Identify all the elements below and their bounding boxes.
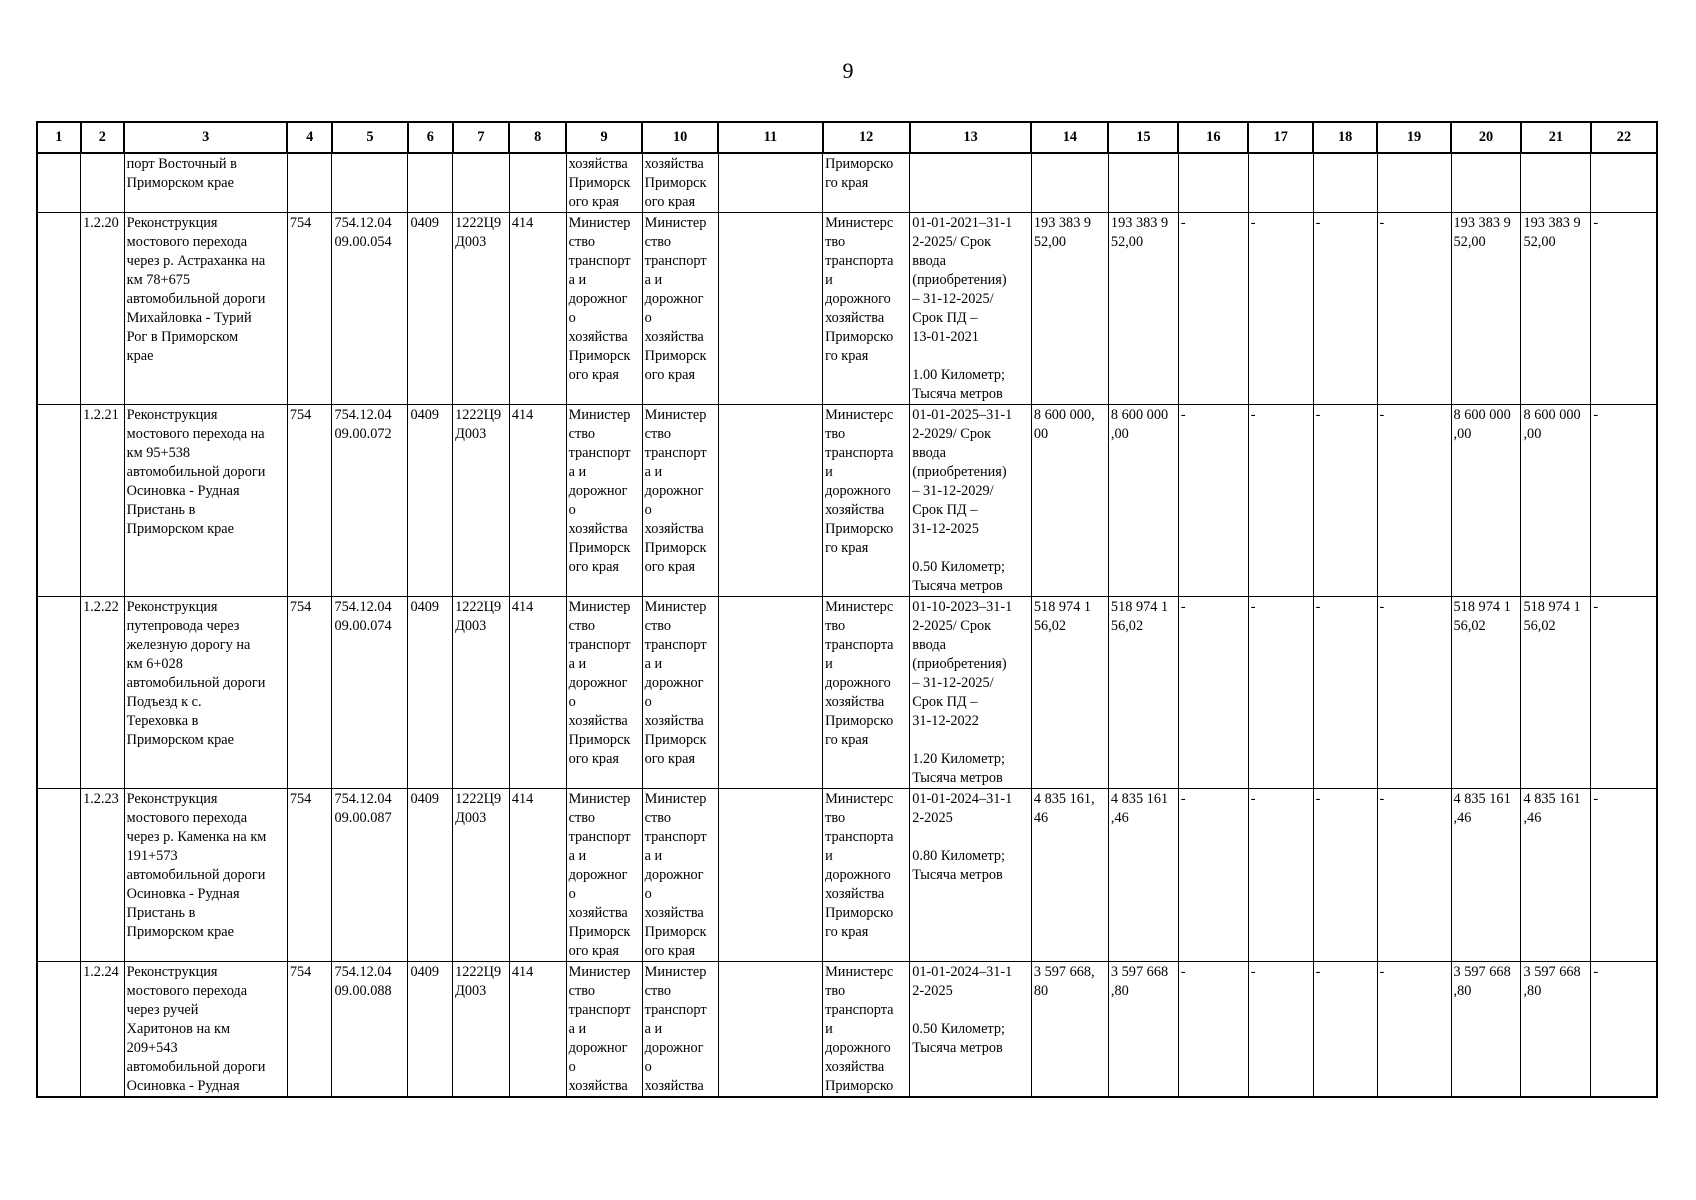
column-header-15: 15 xyxy=(1108,122,1178,153)
table-cell-col-19: - xyxy=(1377,789,1451,962)
data-table xyxy=(36,121,1658,1098)
table-cell-col-19: - xyxy=(1377,213,1451,405)
table-cell-col-2 xyxy=(81,153,125,213)
table-cell-col-21: 4 835 161 ,46 xyxy=(1521,789,1591,962)
table-cell-col-14: 3 597 668, 80 xyxy=(1031,962,1108,1098)
table-cell-col-18: - xyxy=(1313,213,1377,405)
table-cell-col-22: - xyxy=(1591,597,1657,789)
table-cell-col-11 xyxy=(718,213,822,405)
table-cell-col-14 xyxy=(1031,153,1108,213)
table-cell-col-5 xyxy=(332,153,408,213)
table-cell-col-11 xyxy=(718,405,822,597)
table-cell-col-6: 0409 xyxy=(408,213,453,405)
table-cell-col-14: 193 383 9 52,00 xyxy=(1031,213,1108,405)
column-header-21: 21 xyxy=(1521,122,1591,153)
table-cell-col-2: 1.2.24 xyxy=(81,962,125,1098)
table-cell-col-17 xyxy=(1248,153,1313,213)
table-row xyxy=(37,789,1657,962)
table-cell-col-22: - xyxy=(1591,405,1657,597)
table-cell-col-4: 754 xyxy=(287,597,332,789)
column-header-16: 16 xyxy=(1178,122,1248,153)
table-cell-col-16 xyxy=(1178,153,1248,213)
table-cell-col-20: 8 600 000 ,00 xyxy=(1451,405,1521,597)
table-cell-col-9: Министер ство транспорт а и дорожног о хозяйства Приморск ого края xyxy=(566,405,642,597)
table-cell-col-11 xyxy=(718,789,822,962)
table-cell-col-19: - xyxy=(1377,597,1451,789)
table-cell-col-10: Министер ство транспорт а и дорожног о хозяйства Приморск ого края xyxy=(642,213,718,405)
table-row xyxy=(37,962,1657,1098)
table-cell-col-5: 754.12.04 09.00.054 xyxy=(332,213,408,405)
table-cell-col-3: Реконструкция мостового перехода через р. Астраханка на км 78+675 автомобильной дороги Михайловка - Турий Рог в Приморском крае xyxy=(124,213,287,405)
table-cell-col-14: 4 835 161, 46 xyxy=(1031,789,1108,962)
column-header-4: 4 xyxy=(287,122,332,153)
table-cell-col-21 xyxy=(1521,153,1591,213)
table-row xyxy=(37,213,1657,405)
column-header-11: 11 xyxy=(718,122,822,153)
table-cell-col-7: 1222Ц9 Д003 xyxy=(453,405,510,597)
table-cell-col-15: 3 597 668 ,80 xyxy=(1108,962,1178,1098)
table-cell-col-2: 1.2.22 xyxy=(81,597,125,789)
table-cell-col-10: Министер ство транспорт а и дорожног о хозяйства xyxy=(642,962,718,1098)
table-cell-col-18: - xyxy=(1313,962,1377,1098)
table-cell-col-8: 414 xyxy=(509,405,566,597)
table-cell-col-19 xyxy=(1377,153,1451,213)
table-cell-col-18: - xyxy=(1313,405,1377,597)
table-cell-col-19: - xyxy=(1377,962,1451,1098)
table-cell-col-7: 1222Ц9 Д003 xyxy=(453,789,510,962)
table-cell-col-7 xyxy=(453,153,510,213)
table-cell-col-15: 518 974 1 56,02 xyxy=(1108,597,1178,789)
table-cell-col-13: 01-10-2023–31-1 2-2025/ Срок ввода (приобретения) – 31-12-2025/ Срок ПД – 31-12-2022 1.20 Километр; Тысяча метров xyxy=(910,597,1032,789)
table-cell-col-17: - xyxy=(1248,789,1313,962)
column-header-9: 9 xyxy=(566,122,642,153)
table-row xyxy=(37,153,1657,213)
table-row xyxy=(37,405,1657,597)
table-cell-col-4: 754 xyxy=(287,405,332,597)
table-cell-col-1 xyxy=(37,153,81,213)
column-header-5: 5 xyxy=(332,122,408,153)
table-cell-col-22: - xyxy=(1591,962,1657,1098)
table-cell-col-15: 193 383 9 52,00 xyxy=(1108,213,1178,405)
table-row xyxy=(37,597,1657,789)
table-cell-col-3: Реконструкция мостового перехода через ручей Харитонов на км 209+543 автомобильной дороги Осиновка - Рудная xyxy=(124,962,287,1098)
table-cell-col-20: 518 974 1 56,02 xyxy=(1451,597,1521,789)
table-cell-col-20: 4 835 161 ,46 xyxy=(1451,789,1521,962)
column-header-17: 17 xyxy=(1248,122,1313,153)
table-cell-col-17: - xyxy=(1248,405,1313,597)
table-cell-col-13: 01-01-2021–31-1 2-2025/ Срок ввода (приобретения) – 31-12-2025/ Срок ПД – 13-01-2021 1.00 Километр; Тысяча метров xyxy=(910,213,1032,405)
table-cell-col-12: Министерс тво транспорта и дорожного хозяйства Приморско xyxy=(823,962,910,1098)
table-cell-col-15: 8 600 000 ,00 xyxy=(1108,405,1178,597)
table-cell-col-5: 754.12.04 09.00.088 xyxy=(332,962,408,1098)
table-cell-col-7: 1222Ц9 Д003 xyxy=(453,213,510,405)
table-cell-col-19: - xyxy=(1377,405,1451,597)
table-cell-col-2: 1.2.23 xyxy=(81,789,125,962)
table-cell-col-17: - xyxy=(1248,597,1313,789)
column-header-20: 20 xyxy=(1451,122,1521,153)
table-cell-col-13: 01-01-2024–31-1 2-2025 0.80 Километр; Тысяча метров xyxy=(910,789,1032,962)
table-cell-col-16: - xyxy=(1178,789,1248,962)
table-cell-col-18: - xyxy=(1313,597,1377,789)
table-cell-col-17: - xyxy=(1248,213,1313,405)
table-cell-col-11 xyxy=(718,597,822,789)
column-header-13: 13 xyxy=(910,122,1032,153)
table-cell-col-8: 414 xyxy=(509,789,566,962)
table-cell-col-6: 0409 xyxy=(408,405,453,597)
table-cell-col-8 xyxy=(509,153,566,213)
table-cell-col-15 xyxy=(1108,153,1178,213)
column-header-12: 12 xyxy=(823,122,910,153)
table-cell-col-20 xyxy=(1451,153,1521,213)
table-cell-col-10: Министер ство транспорт а и дорожног о хозяйства Приморск ого края xyxy=(642,789,718,962)
table-cell-col-14: 518 974 1 56,02 xyxy=(1031,597,1108,789)
table-cell-col-11 xyxy=(718,153,822,213)
table-cell-col-14: 8 600 000, 00 xyxy=(1031,405,1108,597)
table-cell-col-4: 754 xyxy=(287,962,332,1098)
table-cell-col-8: 414 xyxy=(509,597,566,789)
table-cell-col-11 xyxy=(718,962,822,1098)
table-cell-col-10: Министер ство транспорт а и дорожног о хозяйства Приморск ого края xyxy=(642,405,718,597)
table-cell-col-6: 0409 xyxy=(408,962,453,1098)
table-cell-col-13: 01-01-2024–31-1 2-2025 0.50 Километр; Тысяча метров xyxy=(910,962,1032,1098)
table-cell-col-13 xyxy=(910,153,1032,213)
table-cell-col-22: - xyxy=(1591,789,1657,962)
table-cell-col-10: хозяйства Приморск ого края xyxy=(642,153,718,213)
table-cell-col-8: 414 xyxy=(509,213,566,405)
table-cell-col-4 xyxy=(287,153,332,213)
table-cell-col-9: Министер ство транспорт а и дорожног о хозяйства Приморск ого края xyxy=(566,597,642,789)
table-cell-col-10: Министер ство транспорт а и дорожног о хозяйства Приморск ого края xyxy=(642,597,718,789)
page-number: 9 xyxy=(842,58,854,83)
table-cell-col-7: 1222Ц9 Д003 xyxy=(453,597,510,789)
table-cell-col-2: 1.2.20 xyxy=(81,213,125,405)
table-cell-col-4: 754 xyxy=(287,213,332,405)
column-header-22: 22 xyxy=(1591,122,1657,153)
table-cell-col-12: Министерс тво транспорта и дорожного хозяйства Приморско го края xyxy=(823,405,910,597)
table-cell-col-5: 754.12.04 09.00.087 xyxy=(332,789,408,962)
table-cell-col-17: - xyxy=(1248,962,1313,1098)
table-cell-col-18 xyxy=(1313,153,1377,213)
column-header-19: 19 xyxy=(1377,122,1451,153)
column-header-7: 7 xyxy=(453,122,510,153)
table-cell-col-21: 518 974 1 56,02 xyxy=(1521,597,1591,789)
table-cell-col-3: Реконструкция путепровода через железную дорогу на км 6+028 автомобильной дороги Подъезд к с. Тереховка в Приморском крае xyxy=(124,597,287,789)
table-cell-col-6: 0409 xyxy=(408,597,453,789)
table-cell-col-12: Министерс тво транспорта и дорожного хозяйства Приморско го края xyxy=(823,789,910,962)
table-cell-col-5: 754.12.04 09.00.074 xyxy=(332,597,408,789)
table-cell-col-16: - xyxy=(1178,405,1248,597)
table-cell-col-13: 01-01-2025–31-1 2-2029/ Срок ввода (приобретения) – 31-12-2029/ Срок ПД – 31-12-2025 0.50 Километр; Тысяча метров xyxy=(910,405,1032,597)
table-cell-col-9: Министер ство транспорт а и дорожног о хозяйства xyxy=(566,962,642,1098)
header-row xyxy=(37,122,1657,153)
table-cell-col-21: 8 600 000 ,00 xyxy=(1521,405,1591,597)
table-cell-col-9: хозяйства Приморск ого края xyxy=(566,153,642,213)
table-cell-col-9: Министер ство транспорт а и дорожног о хозяйства Приморск ого края xyxy=(566,213,642,405)
column-header-18: 18 xyxy=(1313,122,1377,153)
table-cell-col-20: 3 597 668 ,80 xyxy=(1451,962,1521,1098)
table-cell-col-16: - xyxy=(1178,597,1248,789)
column-header-6: 6 xyxy=(408,122,453,153)
table-cell-col-18: - xyxy=(1313,789,1377,962)
table-cell-col-12: Приморско го края xyxy=(823,153,910,213)
table-cell-col-7: 1222Ц9 Д003 xyxy=(453,962,510,1098)
table-cell-col-6 xyxy=(408,153,453,213)
table-cell-col-21: 3 597 668 ,80 xyxy=(1521,962,1591,1098)
table-cell-col-12: Министерс тво транспорта и дорожного хозяйства Приморско го края xyxy=(823,213,910,405)
table-cell-col-16: - xyxy=(1178,213,1248,405)
table-cell-col-1 xyxy=(37,405,81,597)
table-cell-col-1 xyxy=(37,213,81,405)
table-cell-col-16: - xyxy=(1178,962,1248,1098)
table-cell-col-3: порт Восточный в Приморском крае xyxy=(124,153,287,213)
table-cell-col-15: 4 835 161 ,46 xyxy=(1108,789,1178,962)
table-cell-col-3: Реконструкция мостового перехода через р. Каменка на км 191+573 автомобильной дороги Осиновка - Рудная Пристань в Приморском крае xyxy=(124,789,287,962)
table-cell-col-5: 754.12.04 09.00.072 xyxy=(332,405,408,597)
table-cell-col-2: 1.2.21 xyxy=(81,405,125,597)
table-cell-col-9: Министер ство транспорт а и дорожног о хозяйства Приморск ого края xyxy=(566,789,642,962)
table-cell-col-21: 193 383 9 52,00 xyxy=(1521,213,1591,405)
column-header-2: 2 xyxy=(81,122,125,153)
table-cell-col-22: - xyxy=(1591,213,1657,405)
table-cell-col-6: 0409 xyxy=(408,789,453,962)
table-cell-col-3: Реконструкция мостового перехода на км 95+538 автомобильной дороги Осиновка - Рудная Пристань в Приморском крае xyxy=(124,405,287,597)
table-cell-col-1 xyxy=(37,789,81,962)
table-cell-col-12: Министерс тво транспорта и дорожного хозяйства Приморско го края xyxy=(823,597,910,789)
column-header-1: 1 xyxy=(37,122,81,153)
column-header-14: 14 xyxy=(1031,122,1108,153)
column-header-8: 8 xyxy=(509,122,566,153)
table-cell-col-20: 193 383 9 52,00 xyxy=(1451,213,1521,405)
table-cell-col-22 xyxy=(1591,153,1657,213)
table-cell-col-1 xyxy=(37,962,81,1098)
table-cell-col-1 xyxy=(37,597,81,789)
table-cell-col-4: 754 xyxy=(287,789,332,962)
column-header-10: 10 xyxy=(642,122,718,153)
table-cell-col-8: 414 xyxy=(509,962,566,1098)
column-header-3: 3 xyxy=(124,122,287,153)
